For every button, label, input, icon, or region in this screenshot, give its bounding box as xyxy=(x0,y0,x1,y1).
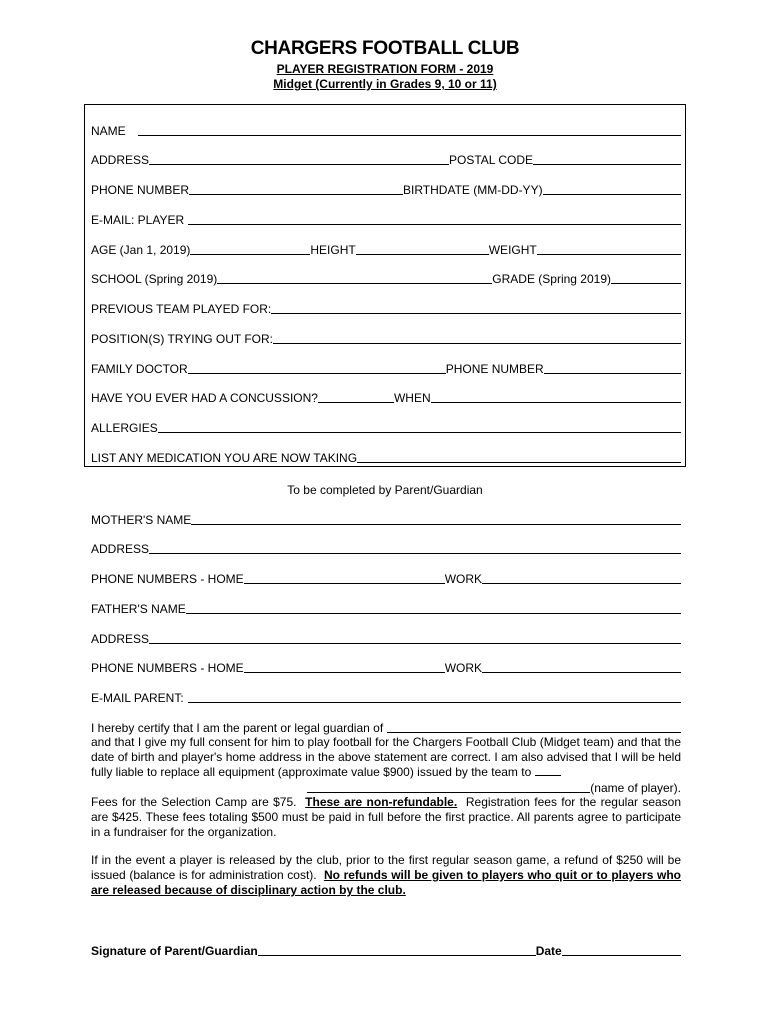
grade-label: GRADE (Spring 2019) xyxy=(492,272,611,286)
concussion-row xyxy=(91,389,681,405)
postal-code-field[interactable] xyxy=(533,153,681,165)
allergies-label: ALLERGIES xyxy=(91,421,158,435)
mother-name-label: MOTHER'S NAME xyxy=(91,513,192,527)
age-label: AGE (Jan 1, 2019) xyxy=(91,243,191,257)
height-field[interactable] xyxy=(356,243,489,255)
mother-address-field[interactable] xyxy=(149,542,681,554)
name-field[interactable] xyxy=(138,124,681,136)
mother-work-field[interactable] xyxy=(482,572,681,584)
age-height-weight-row xyxy=(91,241,681,257)
fees-non-refundable: These are non-refundable. xyxy=(305,795,458,809)
concussion-label: HAVE YOU EVER HAD A CONCUSSION? xyxy=(91,391,318,405)
fees-text-a: Fees for the Selection Camp are $75. xyxy=(91,795,297,809)
school-field[interactable] xyxy=(217,272,492,284)
phone-birthdate-row xyxy=(91,181,681,197)
name-row xyxy=(91,122,681,138)
medication-row xyxy=(91,449,681,465)
allergies-field[interactable] xyxy=(158,421,681,433)
medication-field[interactable] xyxy=(357,451,681,463)
name-of-player-row xyxy=(307,779,681,795)
grade-field[interactable] xyxy=(611,272,681,284)
when-label: WHEN xyxy=(393,391,431,405)
consent-body-text: and that I give my full consent for him to play football for the Chargers Football Club (Midget team) and that the date of birth and player's home address in the above statement are correct. I am also advised that I will be held fully liable to replace all equipment (approximate value $900) issued by the team to xyxy=(91,735,681,779)
guardian-note: To be completed by Parent/Guardian xyxy=(287,483,483,497)
email-player-label: E-MAIL: PLAYER xyxy=(91,213,185,227)
signature-row xyxy=(91,942,681,958)
medication-label: LIST ANY MEDICATION YOU ARE NOW TAKING xyxy=(91,451,358,465)
father-work-field[interactable] xyxy=(482,661,681,673)
refund-text: If in the event a player is released by the club, prior to the first regular season game, a refund of $250 will be issued (balance is for administration cost). xyxy=(91,853,681,882)
when-field[interactable] xyxy=(431,391,681,403)
name-of-player-field[interactable] xyxy=(307,781,590,793)
positions-row xyxy=(91,330,681,346)
concussion-field[interactable] xyxy=(318,391,394,403)
fees-paragraph xyxy=(91,795,681,840)
allergies-row xyxy=(91,419,681,435)
positions-label: POSITION(S) TRYING OUT FOR: xyxy=(91,332,274,346)
guardian-of-field[interactable] xyxy=(387,721,681,733)
father-phone-home-field[interactable] xyxy=(244,661,445,673)
father-name-row xyxy=(91,600,681,616)
consent-first-row xyxy=(91,719,681,735)
positions-field[interactable] xyxy=(273,332,681,344)
team-to-field[interactable] xyxy=(535,765,561,776)
phone-field[interactable] xyxy=(189,183,403,195)
postal-code-label: POSTAL CODE xyxy=(449,153,534,167)
division-subtitle: Midget (Currently in Grades 9, 10 or 11) xyxy=(273,77,497,91)
fees-text-b: Registration fees for the regular season are $425. These fees totaling $500 must be paid in full before the first practice. All parents agree to participate in a fundraiser for the organization. xyxy=(91,795,682,839)
father-name-field[interactable] xyxy=(186,602,681,614)
phone-label: PHONE NUMBER xyxy=(91,183,190,197)
email-parent-row xyxy=(91,689,681,705)
father-name-label: FATHER'S NAME xyxy=(91,602,186,616)
name-of-player-label: (name of player). xyxy=(590,781,681,795)
mother-address-label: ADDRESS xyxy=(91,542,150,556)
email-parent-label: E-MAIL PARENT: xyxy=(91,691,184,705)
father-phone-row xyxy=(91,659,681,675)
doctor-phone-label: PHONE NUMBER xyxy=(445,362,544,376)
doctor-phone-field[interactable] xyxy=(544,362,681,374)
previous-team-field[interactable] xyxy=(271,302,681,314)
address-label: ADDRESS xyxy=(91,153,150,167)
height-label: HEIGHT xyxy=(310,243,356,257)
mother-name-field[interactable] xyxy=(191,513,681,525)
consent-body xyxy=(91,735,681,780)
address-row xyxy=(91,151,681,167)
refund-policy-bold: No refunds will be given to players who quit or to players who are released because of disciplinary action by the club. xyxy=(91,868,681,897)
signature-label: Signature of Parent/Guardian xyxy=(91,944,258,958)
father-address-label: ADDRESS xyxy=(91,632,150,646)
mother-phone-home-label: PHONE NUMBERS - HOME xyxy=(91,572,244,586)
doctor-label: FAMILY DOCTOR xyxy=(91,362,188,376)
date-label: Date xyxy=(535,944,562,958)
email-parent-field[interactable] xyxy=(188,691,681,703)
weight-field[interactable] xyxy=(537,243,681,255)
mother-phone-home-field[interactable] xyxy=(244,572,445,584)
doctor-field[interactable] xyxy=(188,362,446,374)
weight-label: WEIGHT xyxy=(488,243,537,257)
father-address-field[interactable] xyxy=(149,632,681,644)
previous-team-row xyxy=(91,300,681,316)
birthdate-label: BIRTHDATE (MM-DD-YY) xyxy=(403,183,543,197)
father-work-label: WORK xyxy=(444,661,483,675)
school-grade-row xyxy=(91,270,681,286)
email-player-field[interactable] xyxy=(188,213,681,225)
age-field[interactable] xyxy=(190,243,310,255)
address-field[interactable] xyxy=(149,153,449,165)
name-label: NAME xyxy=(91,124,126,138)
mother-phone-row xyxy=(91,570,681,586)
email-row xyxy=(91,211,681,227)
signature-field[interactable] xyxy=(258,944,536,956)
birthdate-field[interactable] xyxy=(543,183,681,195)
father-phone-home-label: PHONE NUMBERS - HOME xyxy=(91,661,244,675)
club-title: CHARGERS FOOTBALL CLUB xyxy=(250,38,520,59)
mother-address-row xyxy=(91,540,681,556)
refund-paragraph xyxy=(91,853,681,898)
mother-name-row xyxy=(91,511,681,527)
form-title: PLAYER REGISTRATION FORM - 2019 xyxy=(276,62,494,76)
previous-team-label: PREVIOUS TEAM PLAYED FOR: xyxy=(91,302,272,316)
school-label: SCHOOL (Spring 2019) xyxy=(91,272,218,286)
doctor-row xyxy=(91,360,681,376)
mother-work-label: WORK xyxy=(444,572,483,586)
consent-line1: I hereby certify that I am the parent or legal guardian of xyxy=(91,721,384,735)
date-field[interactable] xyxy=(562,944,681,956)
father-address-row xyxy=(91,630,681,646)
